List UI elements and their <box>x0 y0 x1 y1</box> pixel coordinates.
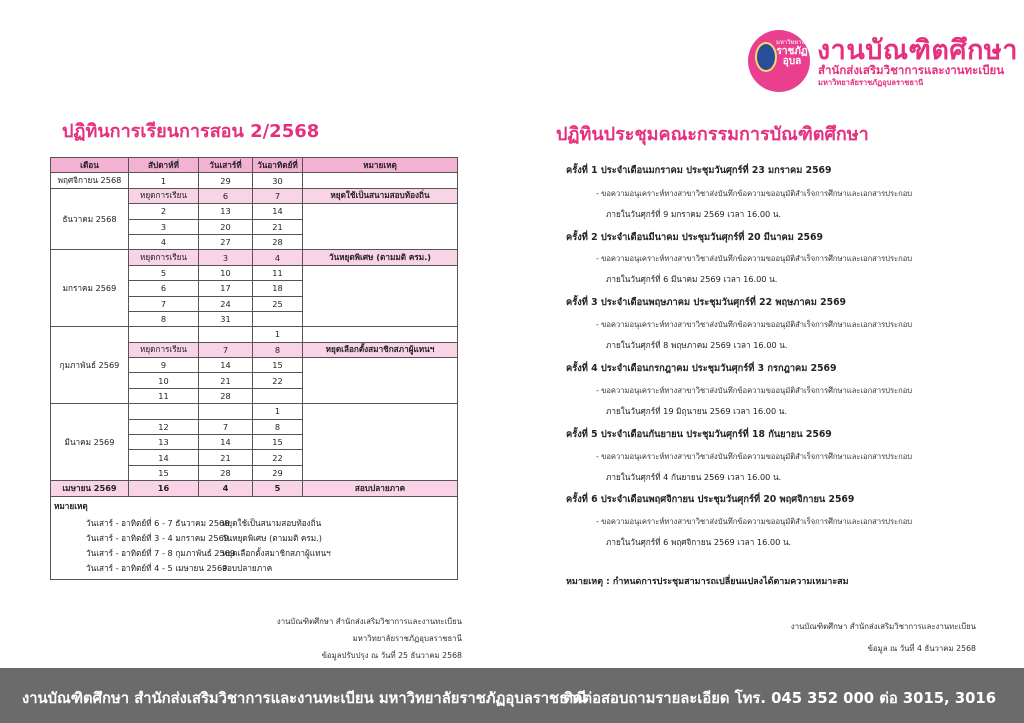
sat-cell: 13 <box>199 204 253 219</box>
sun-cell: 25 <box>253 296 303 311</box>
note-item <box>54 516 454 531</box>
meeting-detail: - ขอความอนุเคราะห์ทางสาขาวิชาส่งบันทึกข้อความขออนุมัติสำเร็จการศึกษาและเอกสารประกอบ <box>596 452 913 461</box>
week-cell: 16 <box>129 481 199 496</box>
sat-cell: 7 <box>199 342 253 357</box>
notes-label: หมายเหตุ <box>54 500 88 511</box>
week-cell: 8 <box>129 311 199 326</box>
note-item <box>54 561 454 576</box>
week-cell: 5 <box>129 265 199 280</box>
meeting-deadline: ภายในวันศุกร์ที่ 9 มกราคม 2569 เวลา 16.00 น. <box>606 209 782 219</box>
meeting-detail: - ขอความอนุเคราะห์ทางสาขาวิชาส่งบันทึกข้อความขออนุมัติสำเร็จการศึกษาและเอกสารประกอบ <box>596 386 913 395</box>
week-cell <box>129 327 199 342</box>
sat-cell: 24 <box>199 296 253 311</box>
week-cell: หยุดการเรียน <box>129 250 199 265</box>
week-cell: 2 <box>129 204 199 219</box>
teaching-calendar-table <box>50 157 458 580</box>
sun-cell: 1 <box>253 327 303 342</box>
week-cell: 1 <box>129 173 199 188</box>
week-cell: 7 <box>129 296 199 311</box>
notes-cell <box>51 496 458 579</box>
table-header-row <box>51 158 458 173</box>
month-cell: เมษายน 2569 <box>51 481 129 496</box>
sun-cell: 4 <box>253 250 303 265</box>
week-cell: 12 <box>129 419 199 434</box>
meeting-deadline: ภายในวันศุกร์ที่ 6 พฤศจิกายน 2569 เวลา 16.00 น. <box>606 537 792 547</box>
sun-cell: 21 <box>253 219 303 234</box>
committee-calendar-title: ปฏิทินประชุมคณะกรรมการบัณฑิตศึกษา <box>556 124 869 145</box>
note-cell: หยุดเลือกตั้งสมาชิกสภาผู้แทนฯ <box>303 342 458 357</box>
note-cell: วันหยุดพิเศษ (ตามมติ ครม.) <box>303 250 458 265</box>
note-cell <box>303 204 458 250</box>
left-footer-office: งานบัณฑิตศึกษา สำนักส่งเสริมวิชาการและงานทะเบียน <box>276 617 462 626</box>
note-desc: หยุดใช้เป็นสนามสอบท้องถิ่น <box>222 517 322 528</box>
sat-cell: 31 <box>199 311 253 326</box>
sat-cell: 29 <box>199 173 253 188</box>
note-dates: วันเสาร์ - อาทิตย์ที่ 6 - 7 ธันวาคม 2568 <box>86 517 230 528</box>
note-cell: สอบปลายภาค <box>303 481 458 496</box>
sat-cell <box>199 327 253 342</box>
note-cell: หยุดใช้เป็นสนามสอบท้องถิ่น <box>303 188 458 203</box>
meeting-deadline: ภายในวันศุกร์ที่ 19 มิถุนายน 2569 เวลา 16.00 น. <box>606 406 787 416</box>
sat-cell: 3 <box>199 250 253 265</box>
table-row <box>51 173 458 188</box>
note-dates: วันเสาร์ - อาทิตย์ที่ 4 - 5 เมษายน 2569 <box>86 562 228 573</box>
note-item <box>54 531 454 546</box>
sat-cell: 4 <box>199 481 253 496</box>
bottom-bar-contact: ติดต่อสอบถามรายละเอียด โทร. 045 352 000 ต่อ 3015, 3016 <box>563 690 996 707</box>
sun-cell: 8 <box>253 419 303 434</box>
meeting-deadline: ภายในวันศุกร์ที่ 6 มีนาคม 2569 เวลา 16.00 น. <box>606 274 778 284</box>
week-cell: 3 <box>129 219 199 234</box>
table-row <box>51 250 458 265</box>
sun-cell: 5 <box>253 481 303 496</box>
week-cell: 13 <box>129 435 199 450</box>
month-cell: พฤศจิกายน 2568 <box>51 173 129 188</box>
table-row <box>51 404 458 419</box>
col-header-sunday: วันอาทิตย์ที่ <box>253 158 303 173</box>
sat-cell: 17 <box>199 281 253 296</box>
week-cell: 11 <box>129 388 199 403</box>
university-logo <box>748 30 810 92</box>
sun-cell: 11 <box>253 265 303 280</box>
week-cell: หยุดการเรียน <box>129 188 199 203</box>
note-cell <box>303 327 458 342</box>
sat-cell <box>199 404 253 419</box>
week-cell <box>129 404 199 419</box>
sun-cell: 18 <box>253 281 303 296</box>
week-cell: 6 <box>129 281 199 296</box>
sun-cell: 22 <box>253 373 303 388</box>
right-footer-office: งานบัณฑิตศึกษา สำนักส่งเสริมวิชาการและงานทะเบียน <box>790 622 976 631</box>
sun-cell: 22 <box>253 450 303 465</box>
sun-cell: 7 <box>253 188 303 203</box>
note-cell <box>303 404 458 481</box>
col-header-saturday: วันเสาร์ที่ <box>199 158 253 173</box>
sun-cell <box>253 388 303 403</box>
meeting-detail: - ขอความอนุเคราะห์ทางสาขาวิชาส่งบันทึกข้อความขออนุมัติสำเร็จการศึกษาและเอกสารประกอบ <box>596 517 913 526</box>
sat-cell: 28 <box>199 465 253 480</box>
week-cell: 15 <box>129 465 199 480</box>
note-dates: วันเสาร์ - อาทิตย์ที่ 3 - 4 มกราคม 2569 <box>86 532 230 543</box>
sat-cell: 21 <box>199 373 253 388</box>
meeting-detail: - ขอความอนุเคราะห์ทางสาขาวิชาส่งบันทึกข้อความขออนุมัติสำเร็จการศึกษาและเอกสารประกอบ <box>596 189 913 198</box>
right-footer-date: ข้อมูล ณ วันที่ 4 ธันวาคม 2568 <box>867 644 976 653</box>
col-header-month: เดือน <box>51 158 129 173</box>
logo-text-mid: ราชภัฏ <box>776 45 808 57</box>
note-cell <box>303 173 458 188</box>
seal-icon <box>755 42 777 72</box>
note-item <box>54 546 454 561</box>
table-row <box>51 188 458 203</box>
meeting-title: ครั้งที่ 6 ประจำเดือนพฤศจิกายน ประชุมวันศุกร์ที่ 20 พฤศจิกายน 2569 <box>566 494 855 505</box>
bottom-bar-office: งานบัณฑิตศึกษา สำนักส่งเสริมวิชาการและงานทะเบียน มหาวิทยาลัยราชภัฏอุบลราชธานี <box>22 690 587 707</box>
sun-cell: 30 <box>253 173 303 188</box>
logo-text-top: มหาวิทยาลัย <box>776 39 809 46</box>
brand-university: มหาวิทยาลัยราชภัฏอุบลราชธานี <box>818 78 924 87</box>
left-footer-updated: ข้อมูลปรับปรุง ณ วันที่ 25 ธันวาคม 2568 <box>321 651 462 660</box>
month-cell: มีนาคม 2569 <box>51 404 129 481</box>
sat-cell: 28 <box>199 388 253 403</box>
meeting-remark: หมายเหตุ : กำหนดการประชุมสามารถเปลี่ยนแปลงได้ตามความเหมาะสม <box>566 577 849 587</box>
left-footer-university: มหาวิทยาลัยราชภัฏอุบลราชธานี <box>352 634 462 643</box>
sat-cell: 20 <box>199 219 253 234</box>
week-cell: 14 <box>129 450 199 465</box>
meeting-detail: - ขอความอนุเคราะห์ทางสาขาวิชาส่งบันทึกข้อความขออนุมัติสำเร็จการศึกษาและเอกสารประกอบ <box>596 320 913 329</box>
meeting-title: ครั้งที่ 1 ประจำเดือนมกราคม ประชุมวันศุกร์ที่ 23 มกราคม 2569 <box>566 165 832 176</box>
col-header-week: สัปดาห์ที่ <box>129 158 199 173</box>
week-cell: 4 <box>129 234 199 249</box>
meeting-title: ครั้งที่ 2 ประจำเดือนมีนาคม ประชุมวันศุกร์ที่ 20 มีนาคม 2569 <box>566 232 823 243</box>
sat-cell: 27 <box>199 234 253 249</box>
sat-cell: 10 <box>199 265 253 280</box>
month-cell: ธันวาคม 2568 <box>51 188 129 250</box>
note-cell <box>303 265 458 327</box>
week-cell: หยุดการเรียน <box>129 342 199 357</box>
sun-cell: 15 <box>253 435 303 450</box>
week-cell: 10 <box>129 373 199 388</box>
table-row <box>51 327 458 342</box>
brand-title: งานบัณฑิตศึกษา <box>817 35 1018 66</box>
month-cell: กุมภาพันธ์ 2569 <box>51 327 129 404</box>
note-desc: วันหยุดพิเศษ (ตามมติ ครม.) <box>222 532 322 543</box>
sun-cell <box>253 311 303 326</box>
sat-cell: 6 <box>199 188 253 203</box>
sun-cell: 1 <box>253 404 303 419</box>
brand-subtitle: สำนักส่งเสริมวิชาการและงานทะเบียน <box>818 63 1005 77</box>
note-dates: วันเสาร์ - อาทิตย์ที่ 7 - 8 กุมภาพันธ์ 2569 <box>86 547 236 558</box>
logo-text <box>776 40 808 68</box>
sat-cell: 7 <box>199 419 253 434</box>
meeting-title: ครั้งที่ 3 ประจำเดือนพฤษภาคม ประชุมวันศุกร์ที่ 22 พฤษภาคม 2569 <box>566 297 847 308</box>
sun-cell: 29 <box>253 465 303 480</box>
week-cell: 9 <box>129 358 199 373</box>
meeting-detail: - ขอความอนุเคราะห์ทางสาขาวิชาส่งบันทึกข้อความขออนุมัติสำเร็จการศึกษาและเอกสารประกอบ <box>596 254 913 263</box>
month-cell: มกราคม 2569 <box>51 250 129 327</box>
note-desc: หยุดเลือกตั้งสมาชิกสภาผู้แทนฯ <box>222 547 331 558</box>
sun-cell: 15 <box>253 358 303 373</box>
sat-cell: 14 <box>199 435 253 450</box>
meeting-deadline: ภายในวันศุกร์ที่ 8 พฤษภาคม 2569 เวลา 16.00 น. <box>606 340 788 350</box>
meeting-deadline: ภายในวันศุกร์ที่ 4 กันยายน 2569 เวลา 16.00 น. <box>606 472 782 482</box>
sat-cell: 14 <box>199 358 253 373</box>
note-cell <box>303 358 458 404</box>
sun-cell: 8 <box>253 342 303 357</box>
meeting-title: ครั้งที่ 4 ประจำเดือนกรกฎาคม ประชุมวันศุกร์ที่ 3 กรกฎาคม 2569 <box>566 363 837 374</box>
notes-row <box>51 496 458 579</box>
logo-text-bottom: อุบล <box>782 56 802 68</box>
col-header-note: หมายเหตุ <box>303 158 458 173</box>
table-row <box>51 481 458 496</box>
meeting-title: ครั้งที่ 5 ประจำเดือนกันยายน ประชุมวันศุกร์ที่ 18 กันยายน 2569 <box>566 429 832 440</box>
sun-cell: 14 <box>253 204 303 219</box>
sun-cell: 28 <box>253 234 303 249</box>
teaching-calendar-title: ปฏิทินการเรียนการสอน 2/2568 <box>62 121 320 142</box>
sat-cell: 21 <box>199 450 253 465</box>
note-desc: สอบปลายภาค <box>222 562 273 573</box>
